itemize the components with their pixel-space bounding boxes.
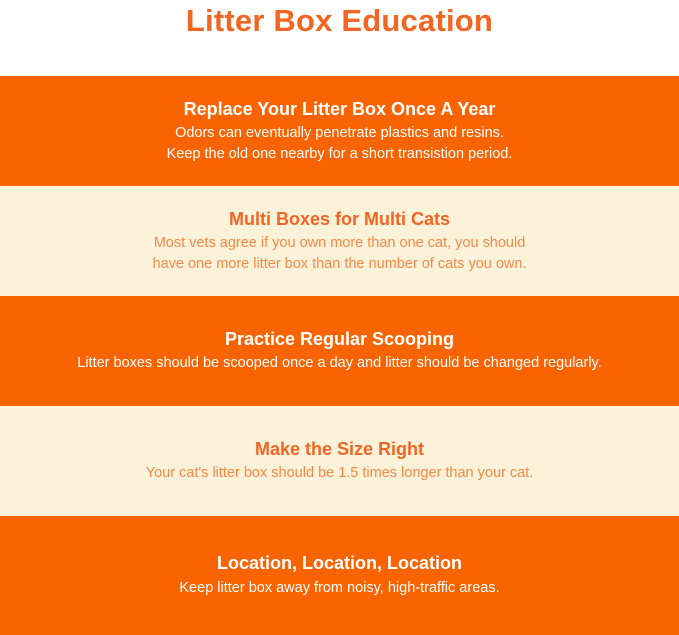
section-multi-boxes: [0, 186, 679, 296]
section-title: Practice Regular Scooping: [224, 328, 455, 349]
section-title: Replace Your Litter Box Once A Year: [183, 98, 496, 119]
section-line: Most vets agree if you own more than one cat, you should: [153, 235, 526, 252]
section-size-right: [0, 406, 679, 516]
section-replace-litter-box: [0, 76, 679, 186]
section-location: [0, 516, 679, 635]
section-title: Location, Location, Location: [217, 553, 462, 574]
section-title: Make the Size Right: [254, 438, 425, 459]
section-regular-scooping: [0, 296, 679, 406]
section-line: Odors can eventually penetrate plastics and resins.: [175, 125, 504, 142]
section-line: Keep litter box away from noisy, high-traffic areas.: [179, 579, 500, 596]
section-line: Litter boxes should be scooped once a day and litter should be changed regularly.: [77, 355, 602, 372]
section-line: Your cat's litter box should be 1.5 times longer than your cat.: [145, 465, 534, 482]
section-line: Keep the old one nearby for a short transistion period.: [166, 145, 513, 162]
poster-header: [0, 0, 679, 76]
section-line: have one more litter box than the number of cats you own.: [152, 255, 527, 272]
page-title: Litter Box Education: [185, 3, 494, 38]
section-title: Multi Boxes for Multi Cats: [228, 208, 450, 229]
